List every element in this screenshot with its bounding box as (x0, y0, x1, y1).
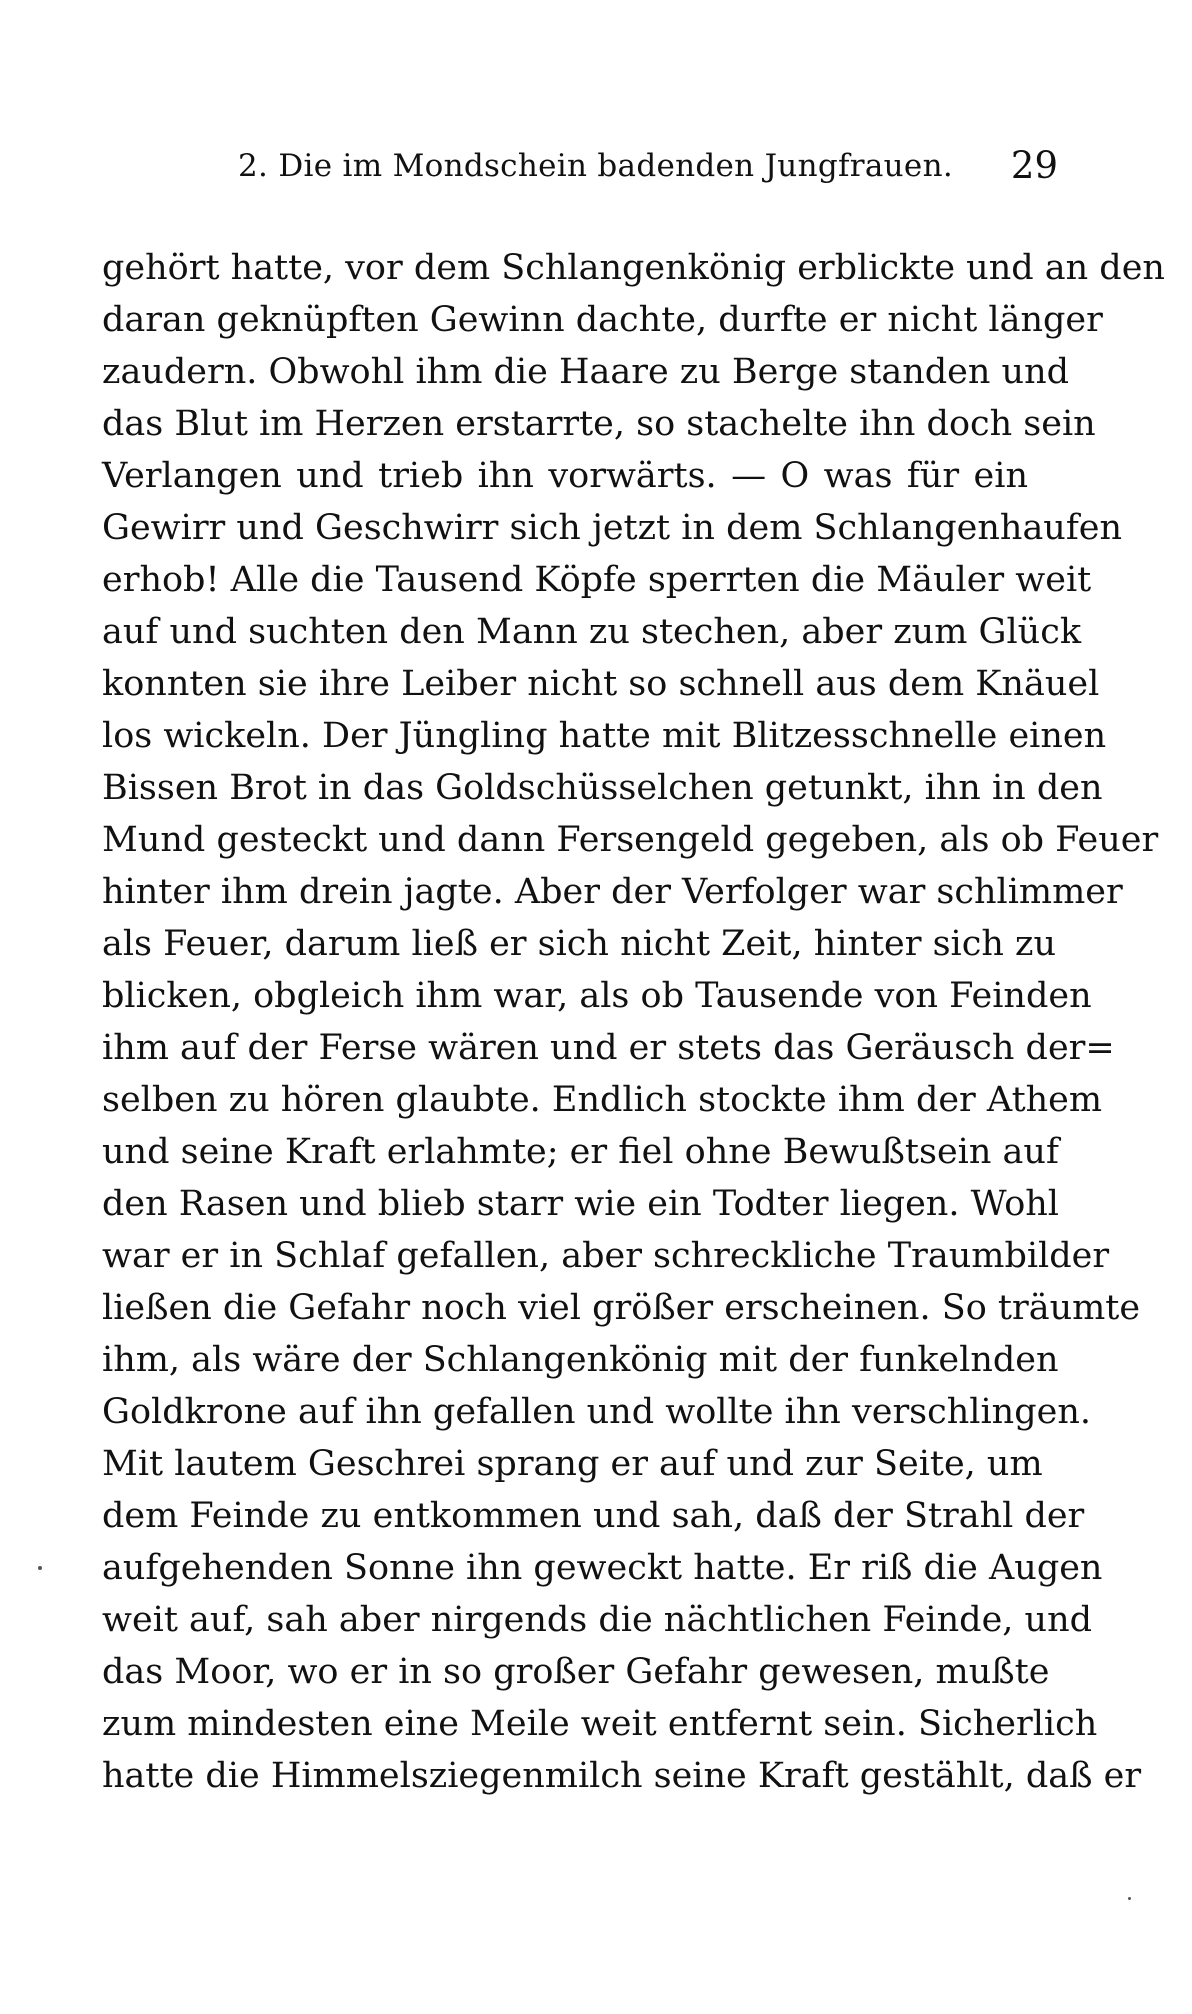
text-line: Goldkrone auf ihn gefallen und wollte ihn verschlingen. (102, 1392, 1091, 1432)
paper-speck (38, 1566, 42, 1570)
text-line: ließen die Gefahr noch viel größer erscheinen. So träumte (102, 1288, 1141, 1328)
text-line: konnten sie ihre Leiber nicht so schnell aus dem Knäuel (102, 664, 1100, 704)
text-line: aufgehenden Sonne ihn geweckt hatte. Er riß die Augen (102, 1548, 1103, 1588)
text-line: das Moor, wo er in so großer Gefahr gewesen, mußte (102, 1652, 1050, 1692)
body-text (102, 242, 1165, 1802)
text-line: ihm, als wäre der Schlangenkönig mit der funkelnden (102, 1340, 1059, 1380)
text-line: den Rasen und blieb starr wie ein Todter liegen. Wohl (102, 1184, 1059, 1224)
running-head: 2. Die im Mondschein badenden Jungfrauen. (238, 148, 953, 184)
text-line: hatte die Himmelsziegenmilch seine Kraft gestählt, daß er (102, 1756, 1142, 1796)
text-line: auf und suchten den Mann zu stechen, aber zum Glück (102, 612, 1082, 652)
text-line: dem Feinde zu entkommen und sah, daß der Strahl der (102, 1496, 1085, 1536)
text-line: los wickeln. Der Jüngling hatte mit Blitzesschnelle einen (102, 716, 1107, 756)
text-line: Bissen Brot in das Goldschüsselchen getunkt, ihn in den (102, 768, 1103, 808)
text-line: blicken, obgleich ihm war, als ob Tausende von Feinden (102, 976, 1092, 1016)
text-line: das Blut im Herzen erstarrte, so stachelte ihn doch sein (102, 404, 1096, 444)
text-line: Mit lautem Geschrei sprang er auf und zur Seite, um (102, 1444, 1043, 1484)
text-line: gehört hatte, vor dem Schlangenkönig erblickte und an den (102, 248, 1165, 288)
text-line: war er in Schlaf gefallen, aber schreckliche Traumbilder (102, 1236, 1110, 1276)
text-line: daran geknüpften Gewinn dachte, durfte er nicht länger (102, 300, 1103, 340)
paper-speck (1128, 1897, 1131, 1900)
page-number: 29 (1010, 144, 1058, 187)
text-line: Verlangen und trieb ihn vorwärts. — O was für ein (102, 456, 1028, 496)
text-line: und seine Kraft erlahmte; er fiel ohne Bewußtsein auf (102, 1132, 1059, 1172)
text-line: zum mindesten eine Meile weit entfernt sein. Sicherlich (102, 1704, 1098, 1744)
page-header (238, 144, 1058, 198)
text-line: zaudern. Obwohl ihm die Haare zu Berge standen und (102, 352, 1070, 392)
text-line: Mund gesteckt und dann Fersengeld gegeben, als ob Feuer (102, 820, 1159, 860)
text-line: ihm auf der Ferse wären und er stets das Geräusch der= (102, 1028, 1115, 1068)
text-line: erhob! Alle die Tausend Köpfe sperrten die Mäuler weit (102, 560, 1092, 600)
text-line: hinter ihm drein jagte. Aber der Verfolger war schlimmer (102, 872, 1123, 912)
text-line: selben zu hören glaubte. Endlich stockte ihm der Athem (102, 1080, 1103, 1120)
text-line: als Feuer, darum ließ er sich nicht Zeit, hinter sich zu (102, 924, 1057, 964)
text-line: Gewirr und Geschwirr sich jetzt in dem Schlangenhaufen (102, 508, 1123, 548)
text-line: weit auf, sah aber nirgends die nächtlichen Feinde, und (102, 1600, 1093, 1640)
